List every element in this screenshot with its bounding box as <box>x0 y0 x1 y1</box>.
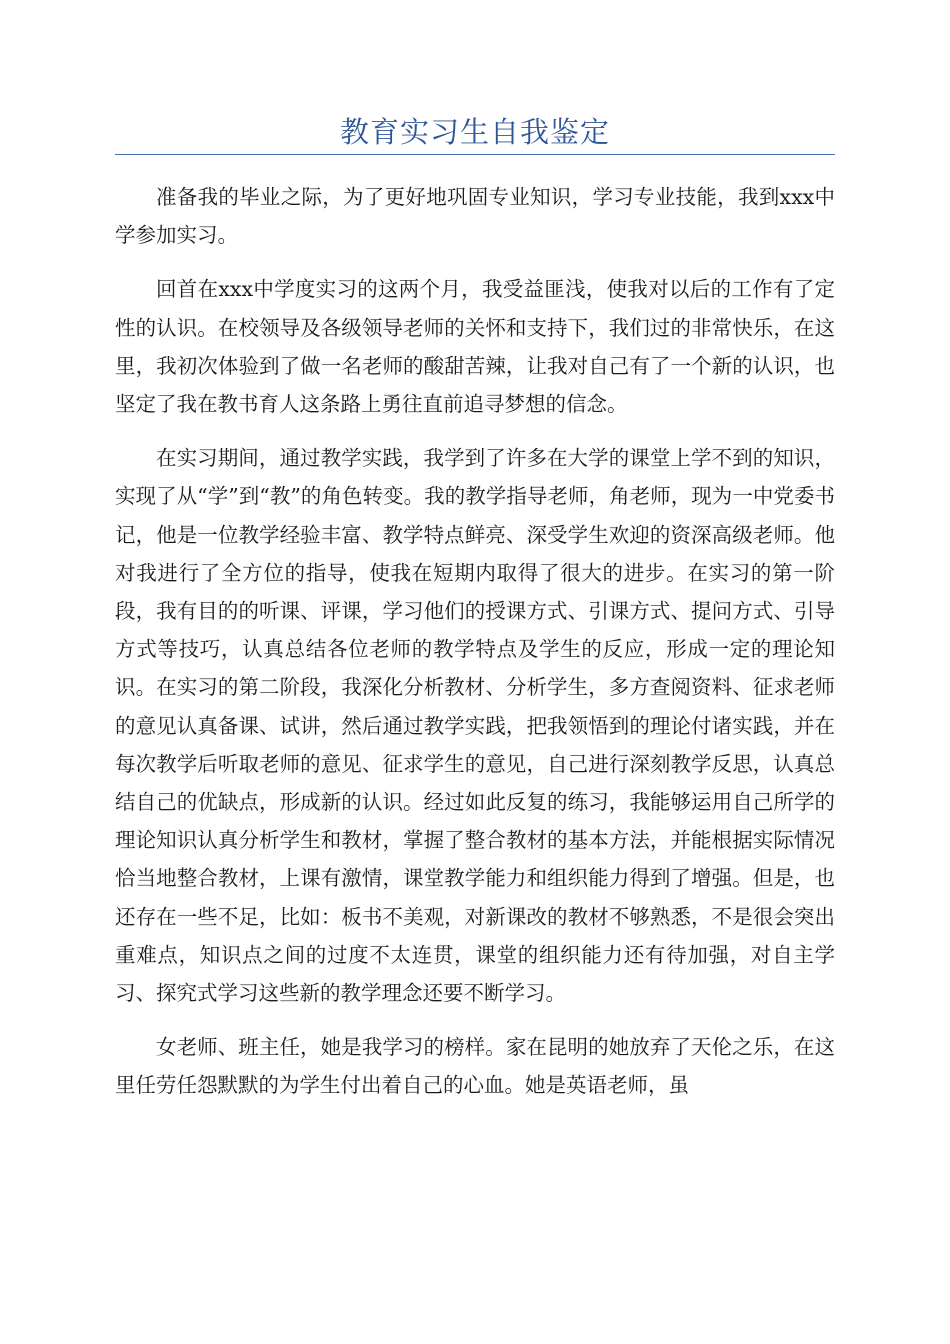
paragraph-reflection: 回首在xxx中学度实习的这两个月，我受益匪浅，使我对以后的工作有了定性的认识。在校领导及各级领导老师的关怀和支持下，我们过的非常快乐，在这里，我初次体验到了做一名老师的酸甜苦辣，让我对自己有了一个新的认识，也坚定了我在教书育人这条路上勇往直前追寻梦想的信念。 <box>115 277 835 417</box>
document-body <box>115 178 835 1121</box>
document-title: 教育实习生自我鉴定 <box>339 115 610 149</box>
title-underline <box>115 154 835 155</box>
paragraph-head-teacher: 女老师、班主任，她是我学习的榜样。家在昆明的她放弃了天伦之乐，在这里任劳任怨默默的为学生付出着自己的心血。她是英语老师，虽 <box>115 1035 835 1098</box>
paragraph-intro: 准备我的毕业之际，为了更好地巩固专业知识，学习专业技能，我到xxx中学参加实习。 <box>115 185 835 248</box>
paragraph-teaching-practice: 在实习期间，通过教学实践，我学到了许多在大学的课堂上学不到的知识，实现了从“学”到“教”的角色转变。我的教学指导老师，角老师，现为一中党委书记，他是一位教学经验丰富、教学特点鲜亮、深受学生欢迎的资深高级老师。他对我进行了全方位的指导，使我在短期内取得了很大的进步。在实习的第一阶段，我有目的的听课、评课，学习他们的授课方式、引课方式、提问方式、引导方式等技巧，认真总结各位老师的教学特点及学生的反应，形成一定的理论知识。在实习的第二阶段，我深化分析教材、分析学生，多方查阅资料、征求老师的意见认真备课、试讲，然后通过教学实践，把我领悟到的理论付诸实践，并在每次教学后听取老师的意见、征求学生的意见，自己进行深刻教学反思，认真总结自己的优缺点，形成新的认识。经过如此反复的练习，我能够运用自己所学的理论知识认真分析学生和教材，掌握了整合教材的基本方法，并能根据实际情况恰当地整合教材，上课有激情，课堂教学能力和组织能力得到了增强。但是，也还存在一些不足，比如：板书不美观，对新课改的教材不够熟悉，不是很会突出重难点，知识点之间的过度不太连贯，课堂的组织能力还有待加强，对自主学习、探究式学习这些新的教学理念还要不断学习。 <box>115 446 835 1006</box>
